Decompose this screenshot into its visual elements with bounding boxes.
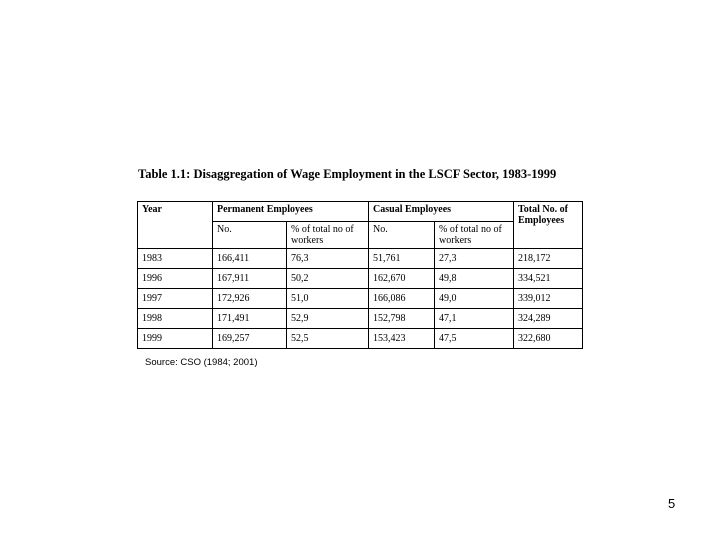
- cell-casual-pct: 47,5: [435, 329, 514, 349]
- table-row: [138, 249, 583, 269]
- cell-year: 1998: [138, 309, 213, 329]
- table-row: [138, 309, 583, 329]
- subheader-casual-pct: % of total no of workers: [435, 222, 514, 249]
- cell-total: 218,172: [514, 249, 583, 269]
- cell-permanent-no: 171,491: [213, 309, 287, 329]
- page-number: 5: [668, 496, 676, 511]
- subheader-casual-no: No.: [369, 222, 435, 249]
- subheader-permanent-no: No.: [213, 222, 287, 249]
- employment-table: [137, 201, 583, 349]
- table-header-row: [138, 202, 583, 222]
- cell-total: 322,680: [514, 329, 583, 349]
- cell-casual-no: 166,086: [369, 289, 435, 309]
- cell-permanent-pct: 52,9: [287, 309, 369, 329]
- cell-permanent-pct: 76,3: [287, 249, 369, 269]
- cell-casual-pct: 49,8: [435, 269, 514, 289]
- cell-total: 339,012: [514, 289, 583, 309]
- header-total: Total No. of Employees: [514, 202, 583, 249]
- cell-casual-pct: 27,3: [435, 249, 514, 269]
- cell-casual-no: 51,761: [369, 249, 435, 269]
- cell-year: 1983: [138, 249, 213, 269]
- cell-casual-no: 152,798: [369, 309, 435, 329]
- table-title: Table 1.1: Disaggregation of Wage Employment in the LSCF Sector, 1983-1999: [138, 167, 557, 181]
- table-row: [138, 289, 583, 309]
- header-casual: Casual Employees: [369, 202, 514, 222]
- cell-total: 324,289: [514, 309, 583, 329]
- header-permanent: Permanent Employees: [213, 202, 369, 222]
- cell-permanent-no: 172,926: [213, 289, 287, 309]
- cell-total: 334,521: [514, 269, 583, 289]
- cell-casual-no: 153,423: [369, 329, 435, 349]
- cell-year: 1999: [138, 329, 213, 349]
- subheader-permanent-pct: % of total no of workers: [287, 222, 369, 249]
- cell-casual-pct: 47,1: [435, 309, 514, 329]
- cell-permanent-no: 167,911: [213, 269, 287, 289]
- table-row: [138, 329, 583, 349]
- cell-permanent-pct: 50,2: [287, 269, 369, 289]
- cell-casual-no: 162,670: [369, 269, 435, 289]
- cell-permanent-no: 169,257: [213, 329, 287, 349]
- cell-year: 1996: [138, 269, 213, 289]
- cell-permanent-pct: 51,0: [287, 289, 369, 309]
- cell-year: 1997: [138, 289, 213, 309]
- header-year: Year: [138, 202, 213, 249]
- cell-permanent-no: 166,411: [213, 249, 287, 269]
- cell-permanent-pct: 52,5: [287, 329, 369, 349]
- source-note: Source: CSO (1984; 2001): [145, 357, 258, 368]
- cell-casual-pct: 49,0: [435, 289, 514, 309]
- table-row: [138, 269, 583, 289]
